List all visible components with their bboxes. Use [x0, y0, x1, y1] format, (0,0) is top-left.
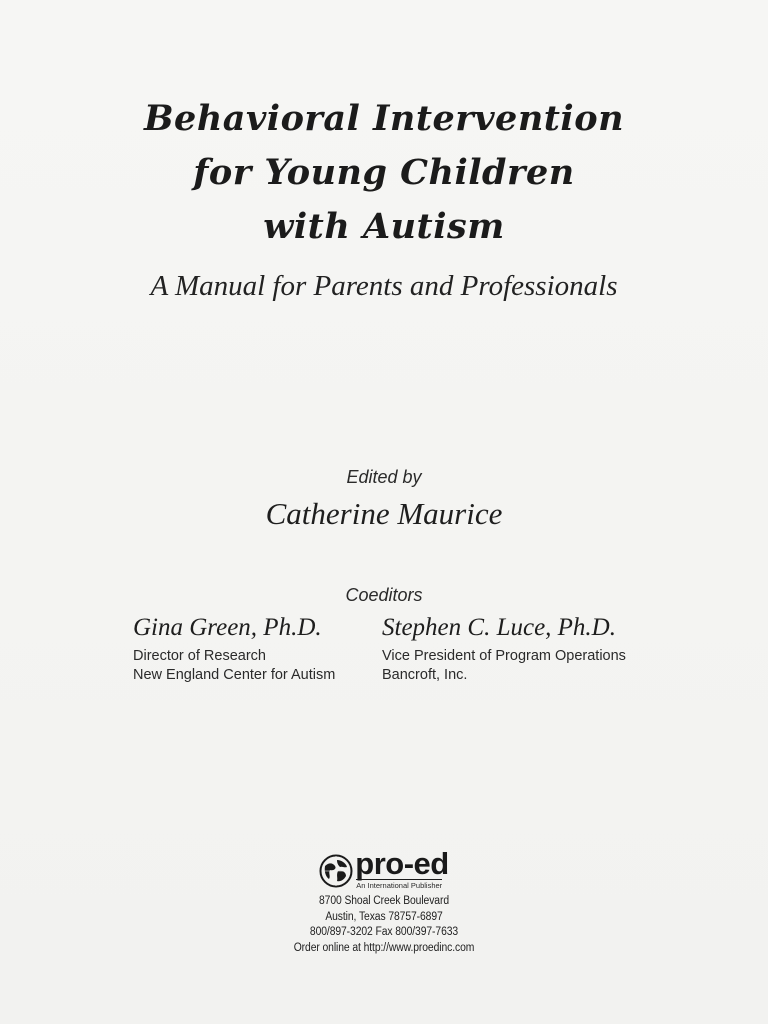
- title-line-2: for Young Children: [193, 152, 575, 193]
- coeditor-affiliation: New England Center for Autism: [133, 667, 336, 683]
- book-title: [0, 92, 768, 254]
- title-line-3: with Autism: [263, 206, 505, 247]
- publisher-logo: [319, 846, 449, 894]
- publisher-phone-fax: 800/897-3202 Fax 800/397-7633: [309, 926, 459, 938]
- coeditor-name: Stephen C. Luce, Ph.D.: [382, 614, 616, 641]
- publisher-city: Austin, Texas 78757-6897: [325, 910, 443, 923]
- publisher-logo-text: pro-ed: [355, 846, 449, 881]
- publisher-website: Order online at http://www.proedinc.com: [293, 941, 475, 954]
- publisher-tagline: An International Publisher: [356, 881, 443, 890]
- book-subtitle: A Manual for Parents and Professionals: [150, 270, 618, 302]
- coeditor-gina-green: [133, 612, 335, 685]
- publisher-street: 8700 Shoal Creek Boulevard: [318, 895, 449, 907]
- coeditors-label: Coeditors: [345, 585, 423, 605]
- publisher-block: [0, 846, 768, 956]
- coeditor-affiliation: Bancroft, Inc.: [382, 667, 468, 683]
- coeditor-stephen-luce: [382, 612, 626, 685]
- coeditor-title: Director of Research: [133, 648, 266, 664]
- edited-by-label: Edited by: [346, 467, 422, 487]
- coeditor-title: Vice President of Program Operations: [382, 648, 626, 664]
- editor-name: Catherine Maurice: [265, 496, 503, 531]
- coeditor-name: Gina Green, Ph.D.: [133, 614, 322, 641]
- title-line-1: Behavioral Intervention: [143, 98, 625, 139]
- pro-ed-globe-logo-icon: [319, 854, 353, 888]
- publisher-address: [0, 894, 768, 956]
